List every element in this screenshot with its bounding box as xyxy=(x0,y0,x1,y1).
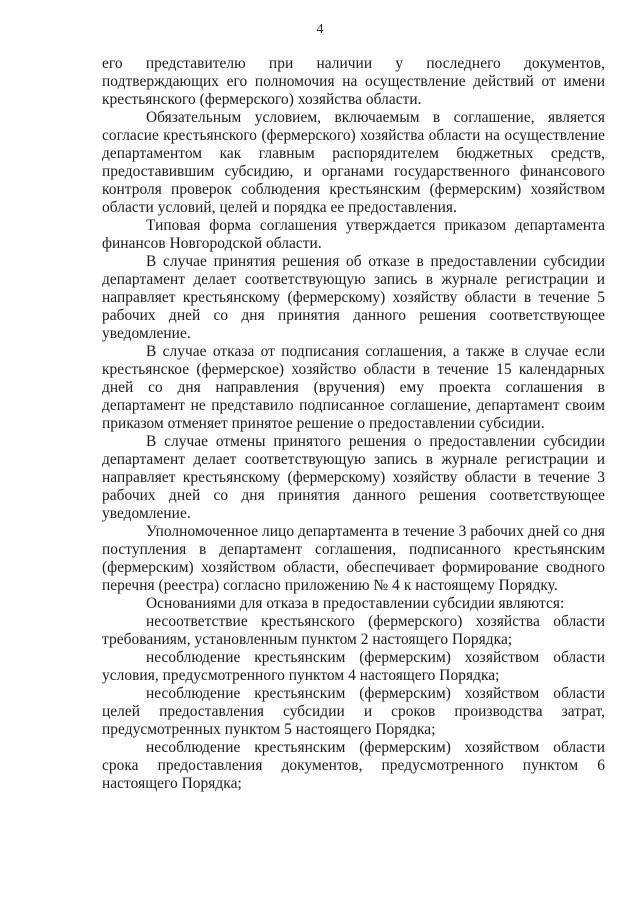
list-item: несоблюдение крестьянским (фермерским) хозяйством области срока предоставления документов, предусмотренного пунктом 6 настоящего Порядка; xyxy=(102,739,605,792)
page-number: 4 xyxy=(316,22,324,37)
paragraph-refusal-decision: В случае принятия решения об отказе в предоставлении субсидии департамент делает соответствующую запись в журнале регистрации и направляет крестьянскому (фермерскому) хозяйству области в течение 5 рабочих дней со дня принятия данного решения соответствующее уведомление. xyxy=(102,253,605,342)
paragraph-refusal-to-sign: В случае отказа от подписания соглашения, а также в случае если крестьянское (фермерское) хозяйство области в течение 15 календарных дней со дня направления (вручения) ему проекта соглашения в департамент не представило подписанное соглашение, департамент своим приказом отменяет принятое решение о предоставлении субсидии. xyxy=(102,343,605,432)
paragraph-continuation: его представителю при наличии у последнего документов, подтверждающих его полномочия на осуществление действий от имени крестьянского (фермерского) хозяйства области. xyxy=(102,55,605,108)
paragraph-standard-form: Типовая форма соглашения утверждается приказом департамента финансов Новгородской области. xyxy=(102,217,605,252)
paragraph-mandatory-condition: Обязательным условием, включаемым в соглашение, является согласие крестьянского (фермерского) хозяйства области на осуществление департаментом как главным распорядителем бюджетных средств, предоставившим субсидию, и органами государственного финансового контроля проверок соблюдения крестьянским (фермерским) хозяйством области условий, целей и порядка ее предоставления. xyxy=(102,109,605,216)
paragraph-refusal-grounds: Основаниями для отказа в предоставлении субсидии являются: xyxy=(146,595,565,612)
list-item: несоблюдение крестьянским (фермерским) хозяйством области целей предоставления субсидии и сроков производства затрат, предусмотренных пунктом 5 настоящего Порядка; xyxy=(102,685,605,738)
paragraph-authorized-person: Уполномоченное лицо департамента в течение 3 рабочих дней со дня поступления в департамент соглашения, подписанного крестьянским (фермерским) хозяйством области, обеспечивает формирование сводного перечня (реестра) согласно приложению № 4 к настоящему Порядку. xyxy=(102,523,605,594)
document-body xyxy=(102,55,605,793)
list-item: несоответствие крестьянского (фермерского) хозяйства области требованиям, установленным пунктом 2 настоящего Порядка; xyxy=(102,613,605,648)
paragraph-cancellation: В случае отмены принятого решения о предоставлении субсидии департамент делает соответствующую запись в журнале регистрации и направляет крестьянскому (фермерскому) хозяйству области в течение 3 рабочих дней со дня принятия данного решения соответствующее уведомление. xyxy=(102,433,605,522)
list-item: несоблюдение крестьянским (фермерским) хозяйством области условия, предусмотренного пунктом 4 настоящего Порядка; xyxy=(102,649,605,684)
